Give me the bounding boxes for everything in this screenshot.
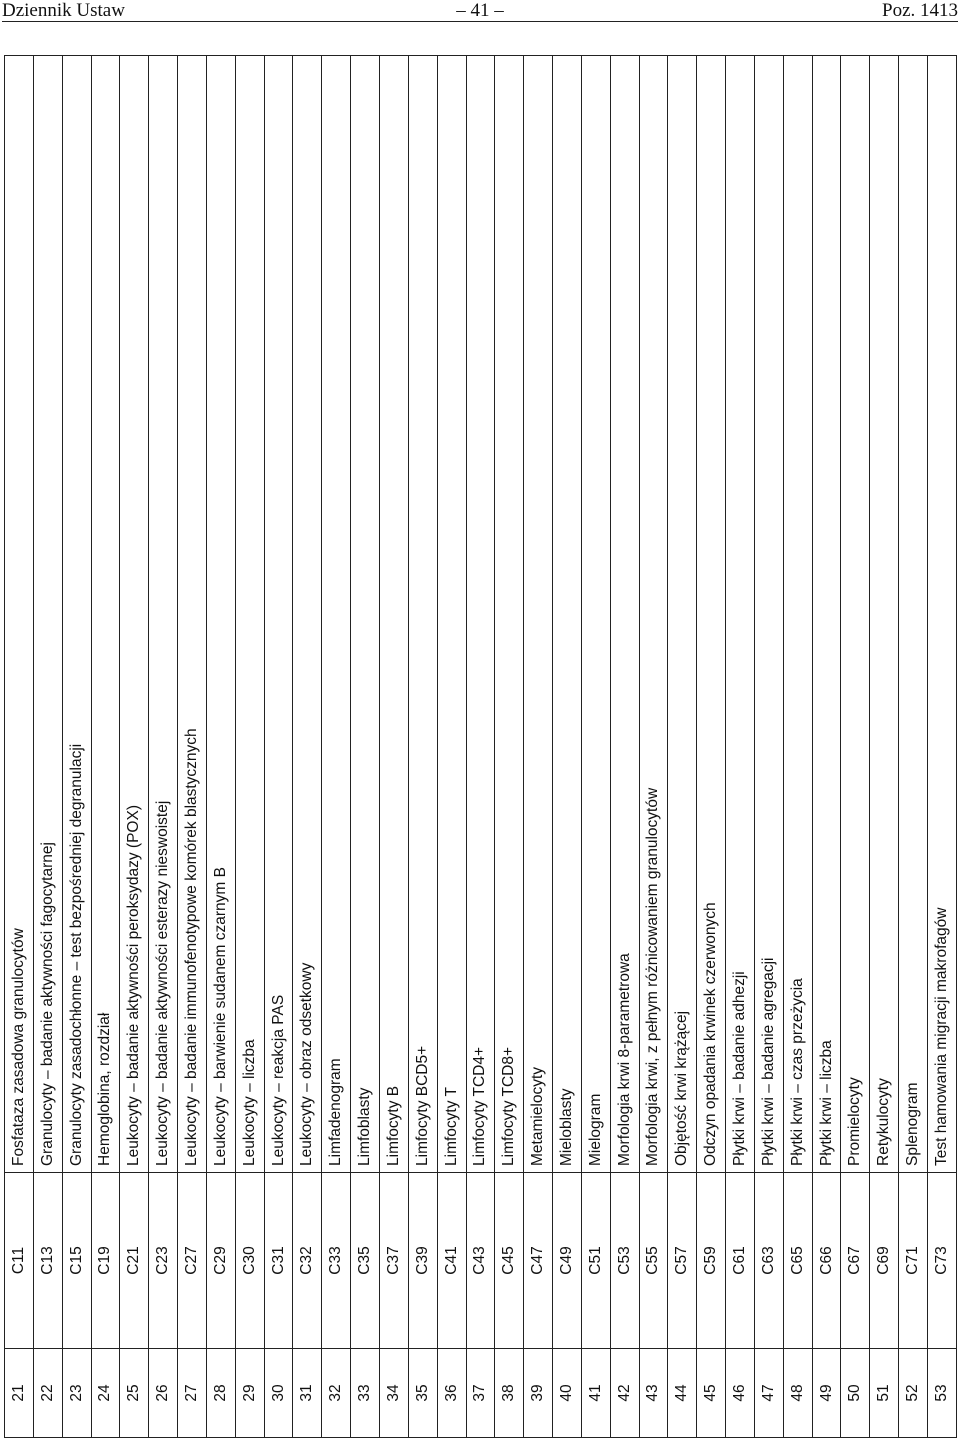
row-number-cell: [92, 1348, 120, 1437]
procedure-code: C43: [471, 1246, 489, 1275]
table-row: [236, 56, 265, 1437]
procedure-code-cell: [322, 1172, 350, 1348]
procedure-code: C63: [759, 1246, 777, 1275]
row-number-cell: [755, 1348, 783, 1437]
procedure-name: Retykulocyty: [875, 1078, 893, 1166]
row-number: 53: [932, 1384, 950, 1402]
row-number: 33: [356, 1384, 374, 1402]
row-number-cell: [178, 1348, 206, 1437]
row-number: 21: [9, 1384, 27, 1402]
row-number: 22: [38, 1384, 56, 1402]
procedure-name: Limfocyty B: [384, 1085, 402, 1166]
procedure-name-cell: [870, 56, 898, 1172]
procedure-name-cell: [582, 56, 610, 1172]
procedure-name: Leukocyty – reakcja PAS: [269, 994, 287, 1166]
procedure-name: Limfocyty T: [442, 1087, 460, 1166]
row-number-cell: [149, 1348, 177, 1437]
row-number: 34: [384, 1384, 402, 1402]
procedure-name: Mielogram: [586, 1093, 604, 1166]
procedure-name-cell: [293, 56, 321, 1172]
procedure-name-cell: [524, 56, 552, 1172]
row-number-cell: [265, 1348, 293, 1437]
row-number: 37: [471, 1384, 489, 1402]
row-number: 25: [125, 1384, 143, 1402]
table-row: [928, 56, 956, 1437]
table-row: [640, 56, 669, 1437]
procedure-name-cell: [380, 56, 408, 1172]
row-number: 39: [529, 1384, 547, 1402]
procedure-name-cell: [841, 56, 869, 1172]
procedure-code: C41: [442, 1246, 460, 1275]
row-number-cell: [553, 1348, 581, 1437]
procedure-name: Limfocyty TCD8+: [500, 1046, 518, 1166]
procedure-name-cell: [34, 56, 62, 1172]
table-row: [409, 56, 438, 1437]
procedure-code-cell: [120, 1172, 148, 1348]
row-number: 42: [615, 1384, 633, 1402]
table-row: [841, 56, 870, 1437]
procedure-name-cell: [207, 56, 235, 1172]
procedure-name-cell: [92, 56, 120, 1172]
procedure-code-cell: [726, 1172, 754, 1348]
table-row: [755, 56, 784, 1437]
table-row: [726, 56, 755, 1437]
procedure-code-cell: [697, 1172, 725, 1348]
row-number-cell: [582, 1348, 610, 1437]
procedure-code: C51: [586, 1246, 604, 1275]
procedure-name: Płytki krwi – badanie agregacji: [759, 957, 777, 1166]
row-number-cell: [813, 1348, 841, 1437]
procedure-name-cell: [553, 56, 581, 1172]
row-number-cell: [120, 1348, 148, 1437]
row-number-cell: [322, 1348, 350, 1437]
procedure-name: Promielocyty: [846, 1077, 864, 1166]
procedure-name: Limfocyty TCD4+: [471, 1046, 489, 1166]
row-number: 51: [875, 1384, 893, 1402]
procedure-code: C65: [788, 1246, 806, 1275]
row-number: 45: [702, 1384, 720, 1402]
table-row: [467, 56, 496, 1437]
procedure-code: C31: [269, 1246, 287, 1275]
table-row: [870, 56, 899, 1437]
procedure-name-cell: [236, 56, 264, 1172]
page-header: [2, 0, 958, 22]
procedure-name: Fosfataza zasadowa granulocytów: [9, 928, 27, 1166]
row-number-cell: [380, 1348, 408, 1437]
table-row: [5, 56, 34, 1437]
procedure-name-cell: [63, 56, 91, 1172]
procedure-code: C59: [702, 1246, 720, 1275]
position-number: Poz. 1413: [882, 0, 958, 21]
table-row: [438, 56, 467, 1437]
procedure-code-cell: [813, 1172, 841, 1348]
procedure-code-cell: [495, 1172, 523, 1348]
row-number: 38: [500, 1384, 518, 1402]
procedure-name-cell: [495, 56, 523, 1172]
row-number-cell: [899, 1348, 927, 1437]
table-row: [668, 56, 697, 1437]
procedure-code: C15: [67, 1246, 85, 1275]
procedure-code: C61: [731, 1246, 749, 1275]
procedure-code-cell: [841, 1172, 869, 1348]
row-number: 48: [788, 1384, 806, 1402]
procedure-code-cell: [5, 1172, 33, 1348]
table-row: [899, 56, 928, 1437]
procedure-code-cell: [92, 1172, 120, 1348]
procedure-code: C23: [154, 1246, 172, 1275]
row-number-cell: [697, 1348, 725, 1437]
procedure-name: Splenogram: [904, 1082, 922, 1166]
procedure-code-cell: [755, 1172, 783, 1348]
procedure-code: C66: [817, 1246, 835, 1275]
row-number-cell: [870, 1348, 898, 1437]
procedure-code: C11: [9, 1246, 27, 1275]
table-row: [380, 56, 409, 1437]
row-number-cell: [207, 1348, 235, 1437]
journal-title: Dziennik Ustaw: [2, 0, 125, 21]
procedure-code: C69: [875, 1246, 893, 1275]
procedure-name: Płytki krwi – liczba: [817, 1040, 835, 1166]
procedure-name: Limfoblasty: [356, 1087, 374, 1166]
procedure-code-cell: [149, 1172, 177, 1348]
row-number: 44: [673, 1384, 691, 1402]
procedure-name-cell: [726, 56, 754, 1172]
procedure-name: Granulocyty – badanie aktywności fagocytarnej: [38, 842, 56, 1166]
row-number: 40: [557, 1384, 575, 1402]
procedure-code-cell: [899, 1172, 927, 1348]
procedure-code: C37: [384, 1246, 402, 1275]
procedure-code: C29: [211, 1246, 229, 1275]
procedure-code-cell: [870, 1172, 898, 1348]
procedure-name-cell: [322, 56, 350, 1172]
row-number-cell: [841, 1348, 869, 1437]
procedure-code-cell: [351, 1172, 379, 1348]
procedure-code: C13: [38, 1246, 56, 1275]
procedure-code: C73: [932, 1246, 950, 1275]
procedure-name: Limfocyty BCD5+: [413, 1045, 431, 1166]
row-number: 29: [240, 1384, 258, 1402]
table-row: [697, 56, 726, 1437]
row-number-cell: [784, 1348, 812, 1437]
table-row: [582, 56, 611, 1437]
row-number-cell: [409, 1348, 437, 1437]
row-number: 35: [413, 1384, 431, 1402]
table-row: [553, 56, 582, 1437]
procedure-name: Objętość krwi krążącej: [673, 1010, 691, 1166]
procedure-name: Hemoglobina, rozdział: [96, 1012, 114, 1166]
procedure-name: Morfologia krwi, z pełnym różnicowaniem granulocytów: [644, 787, 662, 1166]
procedure-name-cell: [755, 56, 783, 1172]
table-row: [178, 56, 207, 1437]
procedure-code-cell: [438, 1172, 466, 1348]
procedure-code: C27: [182, 1246, 200, 1275]
row-number: 24: [96, 1384, 114, 1402]
procedure-code: C45: [500, 1246, 518, 1275]
procedure-name-cell: [5, 56, 33, 1172]
row-number-cell: [34, 1348, 62, 1437]
row-number-cell: [726, 1348, 754, 1437]
page-number: – 41 –: [456, 0, 504, 21]
table-row: [784, 56, 813, 1437]
procedure-code: C33: [327, 1246, 345, 1275]
row-number: 47: [759, 1384, 777, 1402]
procedure-name-cell: [928, 56, 956, 1172]
procedure-name: Granulocyty zasadochłonne – test bezpośredniej degranulacji: [67, 743, 85, 1166]
row-number: 32: [327, 1384, 345, 1402]
table-row: [120, 56, 149, 1437]
row-number: 43: [644, 1384, 662, 1402]
procedure-code-cell: [178, 1172, 206, 1348]
row-number: 36: [442, 1384, 460, 1402]
row-number: 46: [731, 1384, 749, 1402]
row-number: 50: [846, 1384, 864, 1402]
row-number-cell: [5, 1348, 33, 1437]
table-row: [322, 56, 351, 1437]
procedure-code: C32: [298, 1246, 316, 1275]
procedure-name: Leukocyty – badanie immunofenotypowe komórek blastycznych: [182, 728, 200, 1166]
procedure-name-cell: [640, 56, 668, 1172]
procedure-name: Leukocyty – badanie aktywności esterazy nieswoistej: [154, 800, 172, 1166]
table-row: [611, 56, 640, 1437]
procedure-code: C53: [615, 1246, 633, 1275]
procedure-name: Limfadenogram: [327, 1058, 345, 1166]
table-row: [524, 56, 553, 1437]
table-row: [495, 56, 524, 1437]
procedure-code-cell: [207, 1172, 235, 1348]
procedure-name: Mieloblasty: [557, 1088, 575, 1166]
procedure-code: C21: [125, 1246, 143, 1275]
row-number: 52: [904, 1384, 922, 1402]
row-number: 41: [586, 1384, 604, 1402]
row-number: 26: [154, 1384, 172, 1402]
row-number-cell: [640, 1348, 668, 1437]
procedure-code-cell: [611, 1172, 639, 1348]
procedure-code-cell: [409, 1172, 437, 1348]
procedure-code-cell: [524, 1172, 552, 1348]
procedure-name-cell: [611, 56, 639, 1172]
procedure-name: Płytki krwi – czas przeżycia: [788, 978, 806, 1166]
procedure-name-cell: [120, 56, 148, 1172]
procedure-code: C47: [529, 1246, 547, 1275]
table-row: [265, 56, 294, 1437]
procedure-name-cell: [409, 56, 437, 1172]
procedure-name-cell: [149, 56, 177, 1172]
procedure-name-cell: [265, 56, 293, 1172]
procedure-code: C71: [904, 1246, 922, 1275]
row-number-cell: [928, 1348, 956, 1437]
procedure-name: Leukocyty – obraz odsetkowy: [298, 962, 316, 1166]
procedures-table: [4, 55, 957, 1438]
procedure-name-cell: [178, 56, 206, 1172]
table-row: [92, 56, 121, 1437]
row-number-cell: [351, 1348, 379, 1437]
row-number-cell: [236, 1348, 264, 1437]
table-row: [207, 56, 236, 1437]
procedure-name: Odczyn opadania krwinek czerwonych: [702, 902, 720, 1166]
row-number-cell: [63, 1348, 91, 1437]
procedure-code-cell: [928, 1172, 956, 1348]
procedure-name: Leukocyty – badanie aktywności peroksydazy (POX): [125, 805, 143, 1166]
procedure-name-cell: [668, 56, 696, 1172]
procedure-code-cell: [63, 1172, 91, 1348]
procedure-name: Metamielocyty: [529, 1066, 547, 1166]
row-number: 31: [298, 1384, 316, 1402]
row-number: 30: [269, 1384, 287, 1402]
procedure-name: Test hamowania migracji makrofagów: [932, 907, 950, 1166]
procedure-code-cell: [34, 1172, 62, 1348]
procedure-code-cell: [236, 1172, 264, 1348]
procedure-code: C39: [413, 1246, 431, 1275]
table-row: [149, 56, 178, 1437]
table-row: [351, 56, 380, 1437]
procedure-name-cell: [784, 56, 812, 1172]
row-number-cell: [668, 1348, 696, 1437]
procedure-code: C19: [96, 1246, 114, 1275]
procedure-code-cell: [265, 1172, 293, 1348]
row-number-cell: [495, 1348, 523, 1437]
table-row: [813, 56, 842, 1437]
procedure-code-cell: [640, 1172, 668, 1348]
procedure-code-cell: [668, 1172, 696, 1348]
procedure-name-cell: [899, 56, 927, 1172]
row-number-cell: [438, 1348, 466, 1437]
procedure-name: Morfologia krwi 8-parametrowa: [615, 953, 633, 1166]
table-row: [63, 56, 92, 1437]
procedure-code: C49: [557, 1246, 575, 1275]
table-row: [34, 56, 63, 1437]
procedure-code-cell: [467, 1172, 495, 1348]
procedure-name: Leukocyty – liczba: [240, 1039, 258, 1166]
row-number: 49: [817, 1384, 835, 1402]
table-row: [293, 56, 322, 1437]
row-number: 27: [182, 1384, 200, 1402]
procedure-code: C57: [673, 1246, 691, 1275]
procedure-name-cell: [813, 56, 841, 1172]
row-number: 23: [67, 1384, 85, 1402]
procedure-code-cell: [582, 1172, 610, 1348]
row-number-cell: [524, 1348, 552, 1437]
row-number: 28: [211, 1384, 229, 1402]
procedure-name-cell: [467, 56, 495, 1172]
procedure-code: C55: [644, 1246, 662, 1275]
procedure-name: Płytki krwi – badanie adhezji: [731, 971, 749, 1166]
row-number-cell: [293, 1348, 321, 1437]
procedure-code: C35: [356, 1246, 374, 1275]
procedure-code-cell: [784, 1172, 812, 1348]
procedure-code-cell: [553, 1172, 581, 1348]
row-number-cell: [467, 1348, 495, 1437]
procedure-name: Leukocyty – barwienie sudanem czarnym B: [211, 867, 229, 1166]
procedure-code: C67: [846, 1246, 864, 1275]
procedure-name-cell: [697, 56, 725, 1172]
procedure-code-cell: [293, 1172, 321, 1348]
procedure-code: C30: [240, 1246, 258, 1275]
procedure-name-cell: [438, 56, 466, 1172]
procedure-name-cell: [351, 56, 379, 1172]
procedure-code-cell: [380, 1172, 408, 1348]
row-number-cell: [611, 1348, 639, 1437]
